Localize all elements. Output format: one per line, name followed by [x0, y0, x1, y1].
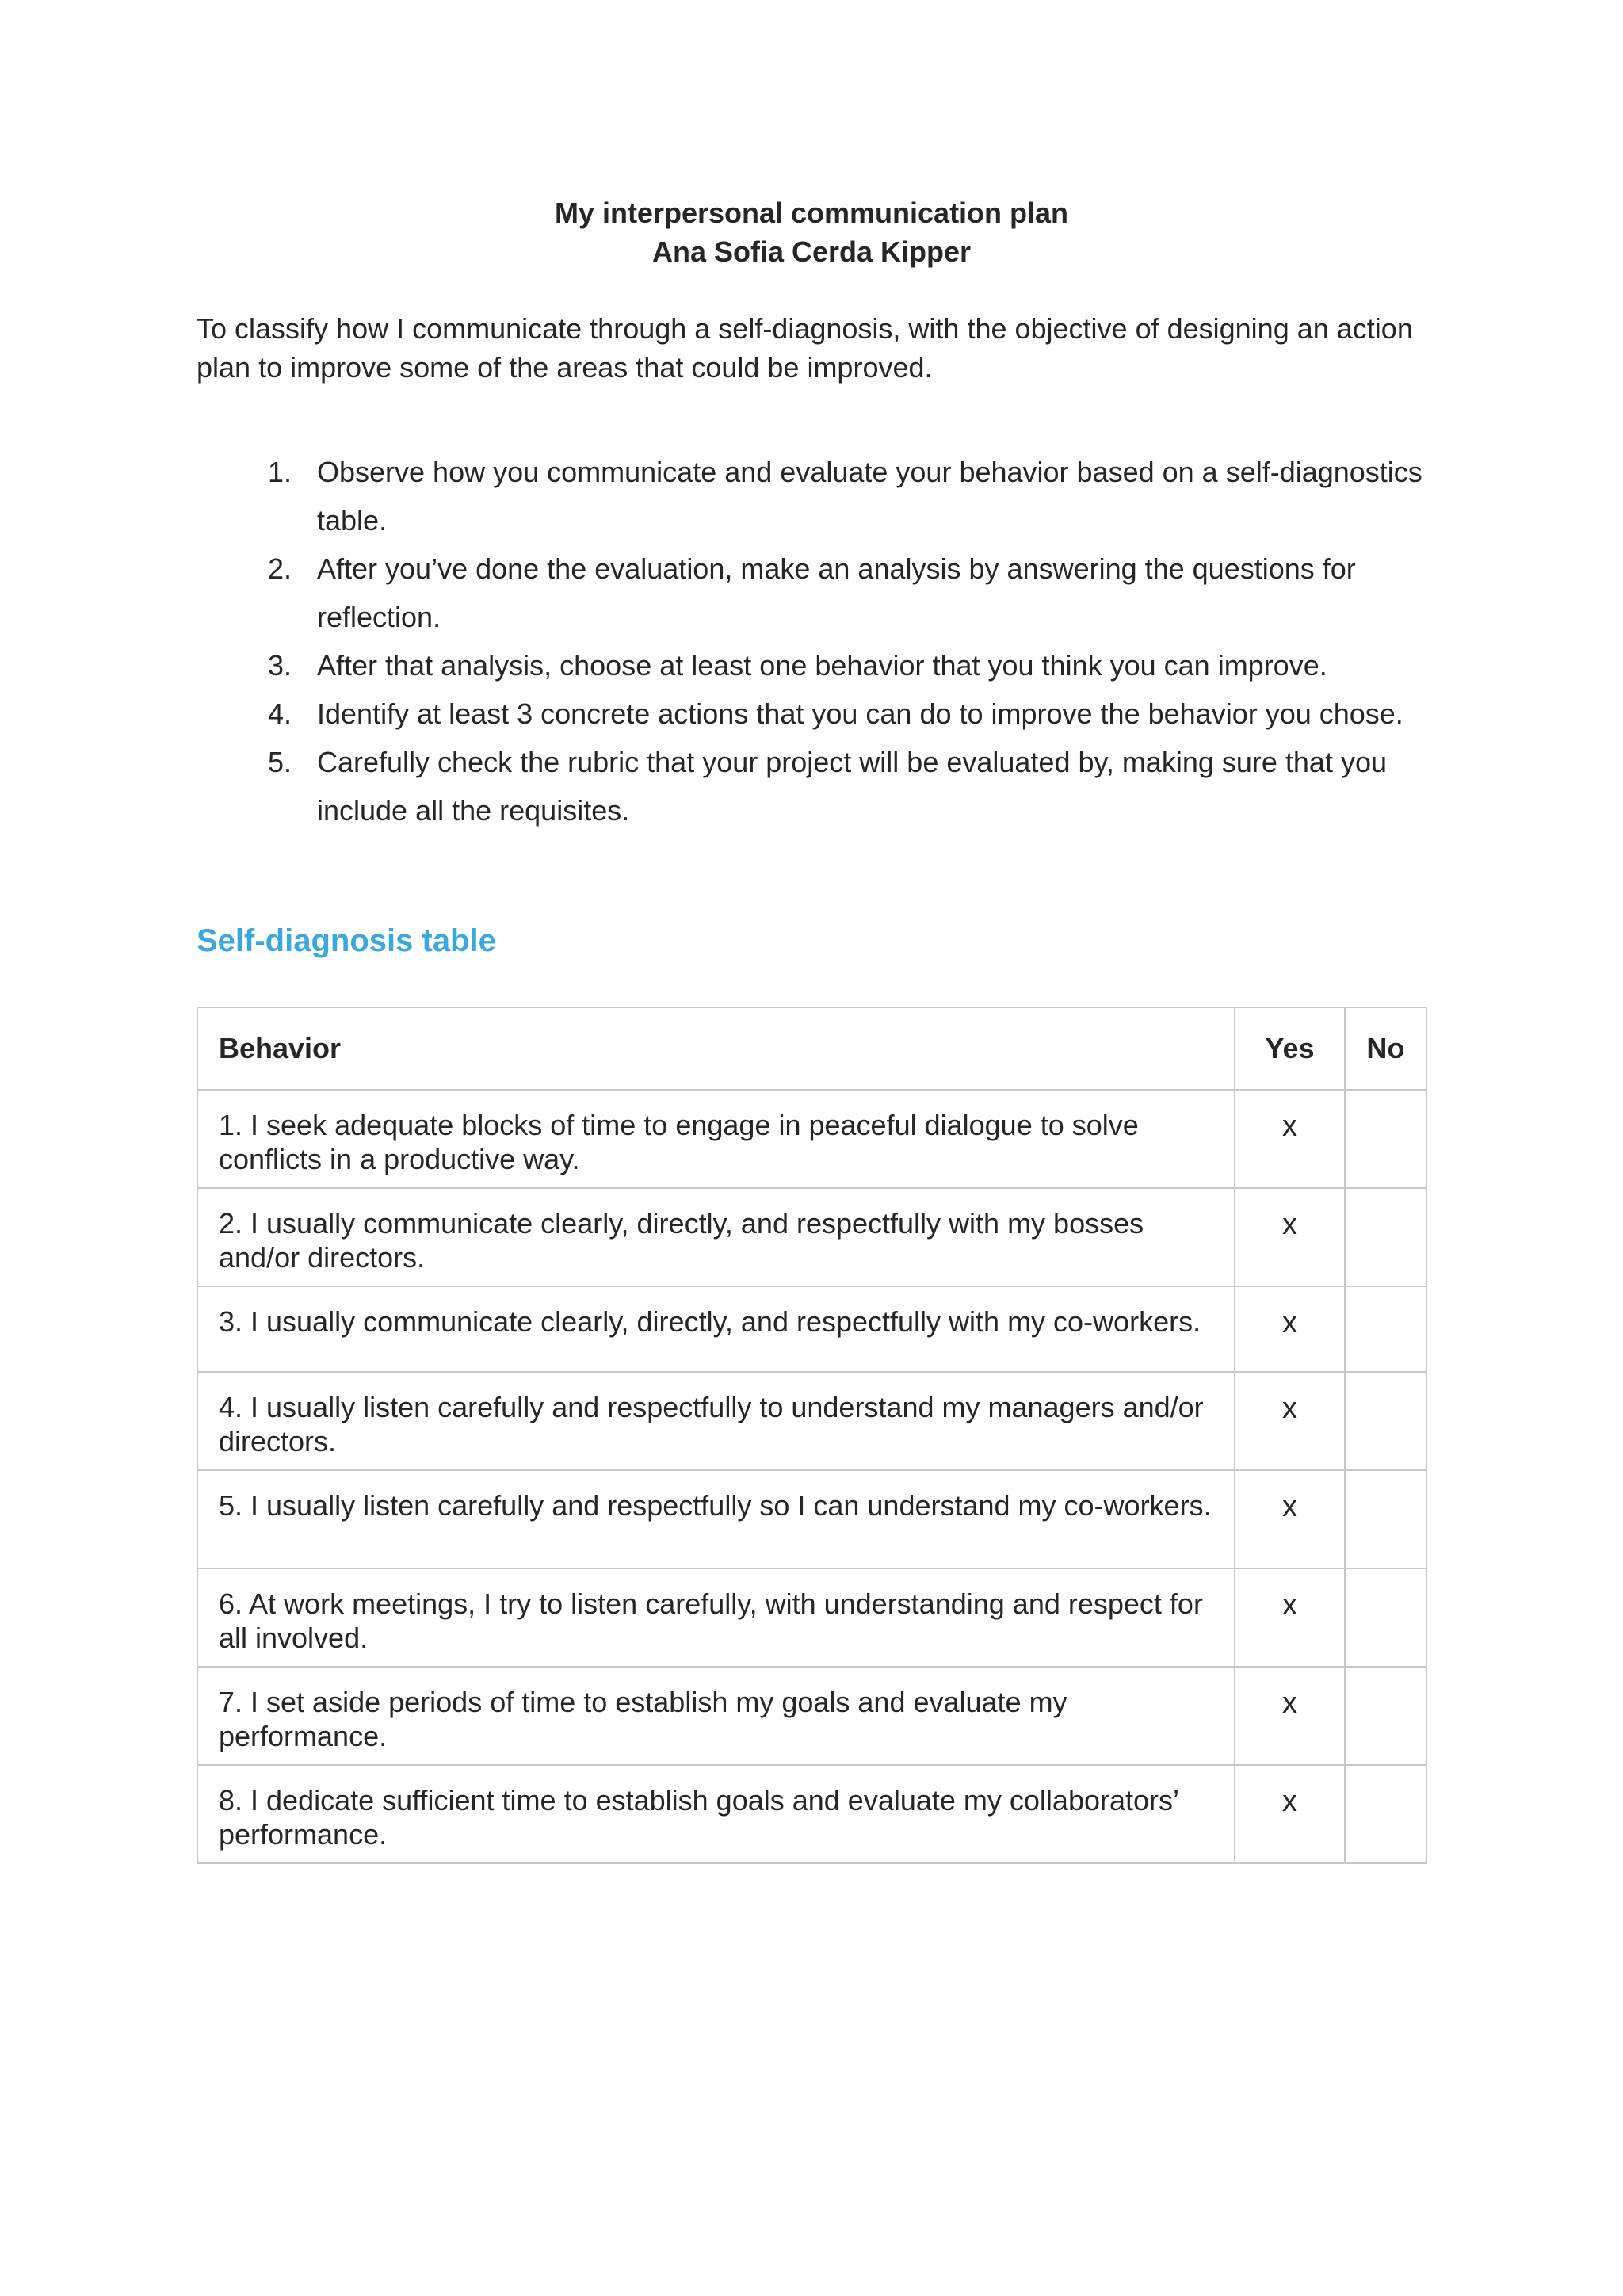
- table-header-row: [197, 1007, 1426, 1090]
- self-diagnosis-table: [197, 1007, 1427, 1864]
- list-item-text: Identify at least 3 concrete actions that you can do to improve the behavior you chose.: [317, 697, 1403, 730]
- list-item-text: Carefully check the rubric that your project will be evaluated by, making sure that you include all the requisites.: [317, 746, 1387, 827]
- list-item: [197, 738, 1433, 835]
- header-yes: Yes: [1235, 1007, 1344, 1090]
- document-header: [0, 193, 1623, 271]
- list-number: 3.: [268, 649, 292, 682]
- no-cell: [1345, 1372, 1426, 1470]
- yes-cell: x: [1235, 1568, 1344, 1667]
- no-cell: [1345, 1286, 1426, 1372]
- behavior-cell: 1. I seek adequate blocks of time to engage in peaceful dialogue to solve conflicts in a productive way.: [197, 1090, 1235, 1188]
- yes-cell: x: [1235, 1188, 1344, 1286]
- list-number: 5.: [268, 746, 292, 778]
- yes-cell: x: [1235, 1286, 1344, 1372]
- table-row: [197, 1765, 1426, 1863]
- no-cell: [1345, 1568, 1426, 1667]
- document-title: My interpersonal communication plan: [554, 197, 1069, 229]
- yes-cell: x: [1235, 1090, 1344, 1188]
- header-no: No: [1345, 1007, 1426, 1090]
- list-item-text: After you’ve done the evaluation, make an analysis by answering the questions for reflection.: [317, 552, 1356, 633]
- behavior-cell: 5. I usually listen carefully and respectfully so I can understand my co-workers.: [197, 1470, 1235, 1568]
- list-item: [197, 690, 1433, 738]
- behavior-cell: 8. I dedicate sufficient time to establish goals and evaluate my collaborators’ performance.: [197, 1765, 1235, 1863]
- instructions-list: [197, 448, 1433, 835]
- table-row: [197, 1372, 1426, 1470]
- yes-cell: x: [1235, 1372, 1344, 1470]
- yes-cell: x: [1235, 1470, 1344, 1568]
- table-row: [197, 1188, 1426, 1286]
- no-cell: [1345, 1765, 1426, 1863]
- list-item-text: Observe how you communicate and evaluate your behavior based on a self-diagnostics table.: [317, 456, 1423, 537]
- behavior-cell: 2. I usually communicate clearly, directly, and respectfully with my bosses and/or directors.: [197, 1188, 1235, 1286]
- table-row: [197, 1568, 1426, 1667]
- list-number: 4.: [268, 697, 292, 730]
- no-cell: [1345, 1188, 1426, 1286]
- yes-cell: x: [1235, 1667, 1344, 1765]
- header-behavior: Behavior: [197, 1007, 1235, 1090]
- no-cell: [1345, 1470, 1426, 1568]
- section-heading: Self-diagnosis table: [197, 923, 496, 958]
- list-item-text: After that analysis, choose at least one behavior that you think you can improve.: [317, 649, 1327, 682]
- intro-paragraph: To classify how I communicate through a self-diagnosis, with the objective of designing an action plan to improve some of the areas that could be improved.: [197, 312, 1413, 384]
- table-row: [197, 1667, 1426, 1765]
- list-item: [197, 641, 1433, 690]
- behavior-cell: 6. At work meetings, I try to listen carefully, with understanding and respect for all involved.: [197, 1568, 1235, 1667]
- behavior-cell: 4. I usually listen carefully and respectfully to understand my managers and/or directors.: [197, 1372, 1235, 1470]
- table-row: [197, 1470, 1426, 1568]
- behavior-cell: 3. I usually communicate clearly, directly, and respectfully with my co-workers.: [197, 1286, 1235, 1372]
- no-cell: [1345, 1667, 1426, 1765]
- list-item: [197, 544, 1433, 641]
- document-author: Ana Sofia Cerda Kipper: [651, 235, 972, 268]
- list-number: 2.: [268, 552, 292, 585]
- yes-cell: x: [1235, 1765, 1344, 1863]
- list-number: 1.: [268, 456, 292, 488]
- table-row: [197, 1090, 1426, 1188]
- no-cell: [1345, 1090, 1426, 1188]
- list-item: [197, 448, 1433, 544]
- behavior-cell: 7. I set aside periods of time to establish my goals and evaluate my performance.: [197, 1667, 1235, 1765]
- table-row: [197, 1286, 1426, 1372]
